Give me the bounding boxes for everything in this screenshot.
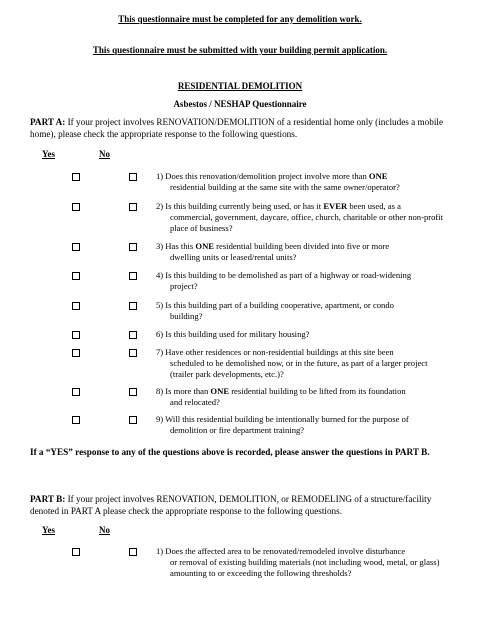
part-b-question-1-text-line2: or removal of existing building materials (not including wood, metal, or glass) amounting to or exceeding the following thresholds? [170,557,440,579]
part-a-intro-text: If your project involves RENOVATION/DEMOLITION of a residential home only (includes a mobile home), please check the appropriate response to the following questions. [30,117,444,139]
part-b-intro [30,494,450,518]
question-9-text-a: 9) Will this residential building be intentionally burned for the purpose of [156,414,409,424]
question-8-text-a: 8) Is more than [156,386,211,396]
part-a-yes-header: Yes [42,149,55,159]
question-3-text-a: 3) Has this [156,241,196,251]
page-title: RESIDENTIAL DEMOLITION [177,81,303,91]
part-b-question-1-text [156,546,446,580]
part-b-question-1-text-a: 1) Does the affected area to be renovated/remodeled involve disturbance [156,546,406,556]
question-3-text [156,241,446,263]
question-5-text-line2: building? [170,311,203,322]
question-8-text-emphasis: ONE [210,386,230,396]
question-1-yes-checkbox[interactable] [72,173,80,181]
question-1-text-emphasis: ONE [368,171,388,181]
question-7-text-line2: scheduled to be demolished now, or in the future, as part of a larger project (trailer park developments, etc.)? [170,358,428,380]
question-7-text-a: 7) Have other residences or non-residential buildings at this site been [156,347,394,357]
question-1-text-a: 1) Does this renovation/demolition project involve more than [156,171,369,181]
part-a-intro [30,117,450,141]
question-3-text-emphasis: ONE [195,241,215,251]
question-5-text-a: 5) Is this building part of a building cooperative, apartment, or condo [156,300,394,310]
question-7-yes-checkbox[interactable] [72,349,80,357]
part-b-yes-header: Yes [42,525,55,535]
part-a-label: PART A: [30,117,66,127]
notice-line-2: This questionnaire must be submitted with your building permit application. [92,45,388,55]
question-2-no-checkbox[interactable] [129,203,137,211]
question-3-yes-checkbox[interactable] [72,243,80,251]
question-4-text-a: 4) Is this building to be demolished as part of a highway or road-widening [156,270,412,280]
question-8-text-c: residential building to be lifted from its foundation [229,386,406,396]
question-7-text [156,347,446,381]
question-4-text-line2: project? [170,281,198,292]
question-4-text [156,270,446,292]
question-5-no-checkbox[interactable] [129,302,137,310]
part-b-label: PART B: [30,494,66,504]
question-8-text-line2: and relocated? [170,397,220,408]
question-6-text-a: 6) Is this building used for military housing? [156,329,310,339]
question-2-yes-checkbox[interactable] [72,203,80,211]
part-b-question-1-yes-checkbox[interactable] [72,548,80,556]
question-6-text [156,329,446,340]
question-6-yes-checkbox[interactable] [72,331,80,339]
part-a-footer-note: If a “YES” response to any of the questions above is recorded, please answer the questions in PART B. [30,447,430,457]
question-9-no-checkbox[interactable] [129,416,137,424]
question-3-text-c: residential building been divided into five or more [214,241,390,251]
question-1-text [156,171,446,193]
question-2-text [156,201,446,235]
question-6-no-checkbox[interactable] [129,331,137,339]
question-4-no-checkbox[interactable] [129,272,137,280]
question-9-yes-checkbox[interactable] [72,416,80,424]
part-b-question-1-no-checkbox[interactable] [129,548,137,556]
question-3-text-line2: dwelling units or leased/rental units? [170,252,297,263]
question-8-no-checkbox[interactable] [129,388,137,396]
question-2-text-line2: commercial, government, daycare, office, church, charitable or other non-profit place of business? [170,212,444,234]
part-b-no-header: No [99,525,110,535]
part-a-no-header: No [99,149,110,159]
part-b-intro-text: If your project involves RENOVATION, DEMOLITION, or REMODELING of a structure/facility denoted in PART A please check the appropriate response to the following questions. [30,494,432,516]
question-2-text-emphasis: EVER [323,201,348,211]
question-1-no-checkbox[interactable] [129,173,137,181]
question-2-text-c: been used, as a [347,201,401,211]
question-3-no-checkbox[interactable] [129,243,137,251]
question-9-text-line2: demolition or fire department training? [170,425,305,436]
question-5-yes-checkbox[interactable] [72,302,80,310]
question-7-no-checkbox[interactable] [129,349,137,357]
notice-line-1: This questionnaire must be completed for any demolition work. [118,14,362,24]
question-5-text [156,300,446,322]
question-4-yes-checkbox[interactable] [72,272,80,280]
page-subtitle: Asbestos / NESHAP Questionnaire [173,99,307,109]
question-2-text-a: 2) Is this building currently being used, or has it [156,201,324,211]
question-1-text-line2: residential building at the same site with the same owner/operator? [170,182,400,193]
question-8-text [156,386,446,408]
question-9-text [156,414,446,436]
question-8-yes-checkbox[interactable] [72,388,80,396]
